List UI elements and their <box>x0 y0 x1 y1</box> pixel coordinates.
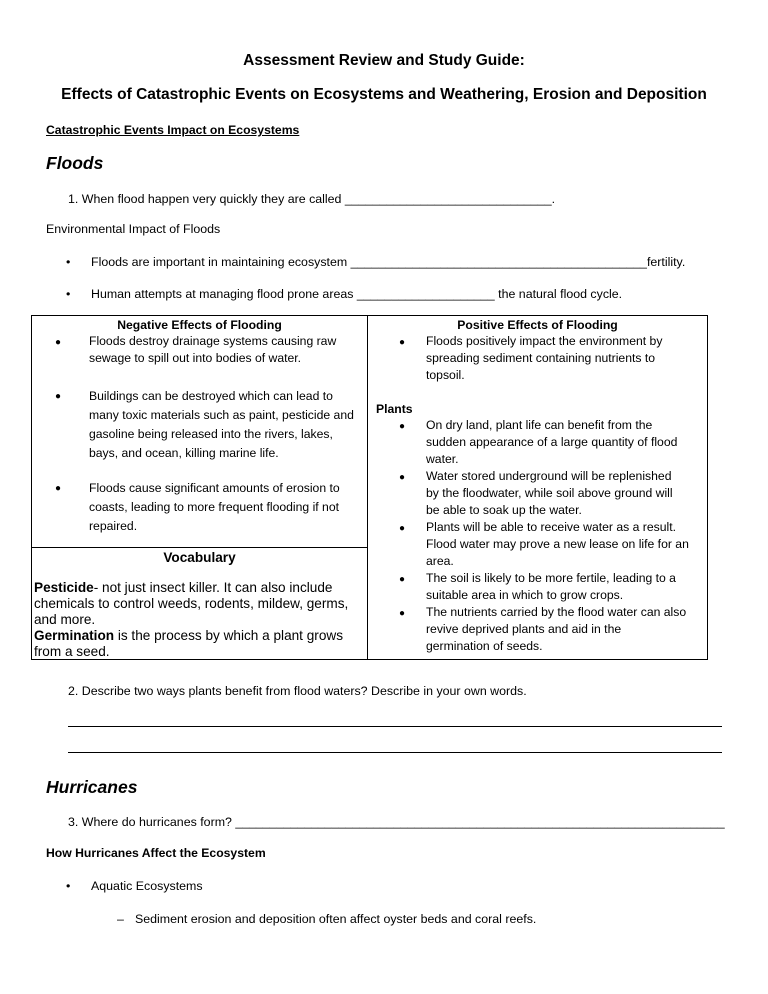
plants-item-1: On dry land, plant life can benefit from the sudden appearance of a large quantity of flood water. <box>426 418 678 466</box>
bullet-dot: ● <box>55 483 62 494</box>
negative-item-2: Buildings can be destroyed which can lead to many toxic materials such as paint, pesticide and gasoline being released into the rivers, lakes, bays, and ocean, killing marine life. <box>89 389 354 460</box>
positive-item: Floods positively impact the environment by spreading sediment containing nutrients to topsoil. <box>426 334 663 382</box>
bullet-symbol: • <box>66 879 71 893</box>
question-1: 1. When flood happen very quickly they are called ______________________________. <box>68 192 556 206</box>
answer-line-2[interactable] <box>68 752 722 753</box>
question-3: 3. Where do hurricanes form? _______________________________________________________________________ <box>68 815 725 829</box>
bullet-dot: ● <box>399 574 406 585</box>
hurricanes-heading: Hurricanes <box>46 777 138 797</box>
answer-line-1[interactable] <box>68 726 722 727</box>
aquatic-ecosystems-bullet: Aquatic Ecosystems <box>91 879 203 893</box>
plants-item-2: Water stored underground will be replenished by the floodwater, while soil above ground will be able to soak up the water. <box>426 469 673 517</box>
title-line-1: Assessment Review and Study Guide: <box>243 52 525 69</box>
section-heading: Catastrophic Events Impact on Ecosystems <box>46 123 300 137</box>
floods-bullet-2: Human attempts at managing flood prone areas ____________________ the natural flood cycle. <box>91 287 623 301</box>
plants-label: Plants <box>376 402 413 416</box>
bullet-dot: ● <box>55 337 62 348</box>
bullet-dot: ● <box>399 337 406 348</box>
plants-item-5: The nutrients carried by the flood water can also revive deprived plants and aid in the germination of seeds. <box>426 605 687 653</box>
bullet-dot: ● <box>55 391 62 402</box>
negative-item-1: Floods destroy drainage systems causing raw sewage to spill out into bodies of water. <box>89 334 337 365</box>
bullet-symbol: • <box>66 287 71 301</box>
plants-item-4: The soil is likely to be more fertile, leading to a suitable area in which to grow crops. <box>426 571 676 602</box>
dash-symbol: – <box>117 912 124 926</box>
bullet-dot: ● <box>399 523 406 534</box>
vocabulary-header: Vocabulary <box>163 550 236 565</box>
floods-bullet-1: Floods are important in maintaining ecosystem ___________________________________________fertility. <box>91 255 686 269</box>
negative-item-3: Floods cause significant amounts of erosion to coasts, leading to more frequent flooding if not repaired. <box>89 481 340 533</box>
sediment-sub-bullet: Sediment erosion and deposition often affect oyster beds and coral reefs. <box>135 912 537 926</box>
bullet-dot: ● <box>399 472 406 483</box>
floods-heading: Floods <box>46 153 104 173</box>
title-line-2: Effects of Catastrophic Events on Ecosystems and Weathering, Erosion and Deposition <box>61 86 707 103</box>
bullet-dot: ● <box>399 608 406 619</box>
negative-effects-header: Negative Effects of Flooding <box>117 318 282 332</box>
positive-effects-header: Positive Effects of Flooding <box>457 318 618 332</box>
plants-item-3: Plants will be able to receive water as a result. Flood water may prove a new lease on life for an area. <box>426 520 689 568</box>
env-impact-label: Environmental Impact of Floods <box>46 222 221 236</box>
vocab-germination: Germination is the process by which a plant grows from a seed. <box>34 628 343 659</box>
bullet-symbol: • <box>66 255 71 269</box>
hurricanes-subheading: How Hurricanes Affect the Ecosystem <box>46 846 266 860</box>
question-2: 2. Describe two ways plants benefit from flood waters? Describe in your own words. <box>68 684 527 698</box>
vocab-pesticide: Pesticide- not just insect killer. It can also include chemicals to control weeds, rodents, mildew, germs, and more. <box>34 580 349 627</box>
bullet-dot: ● <box>399 421 406 432</box>
